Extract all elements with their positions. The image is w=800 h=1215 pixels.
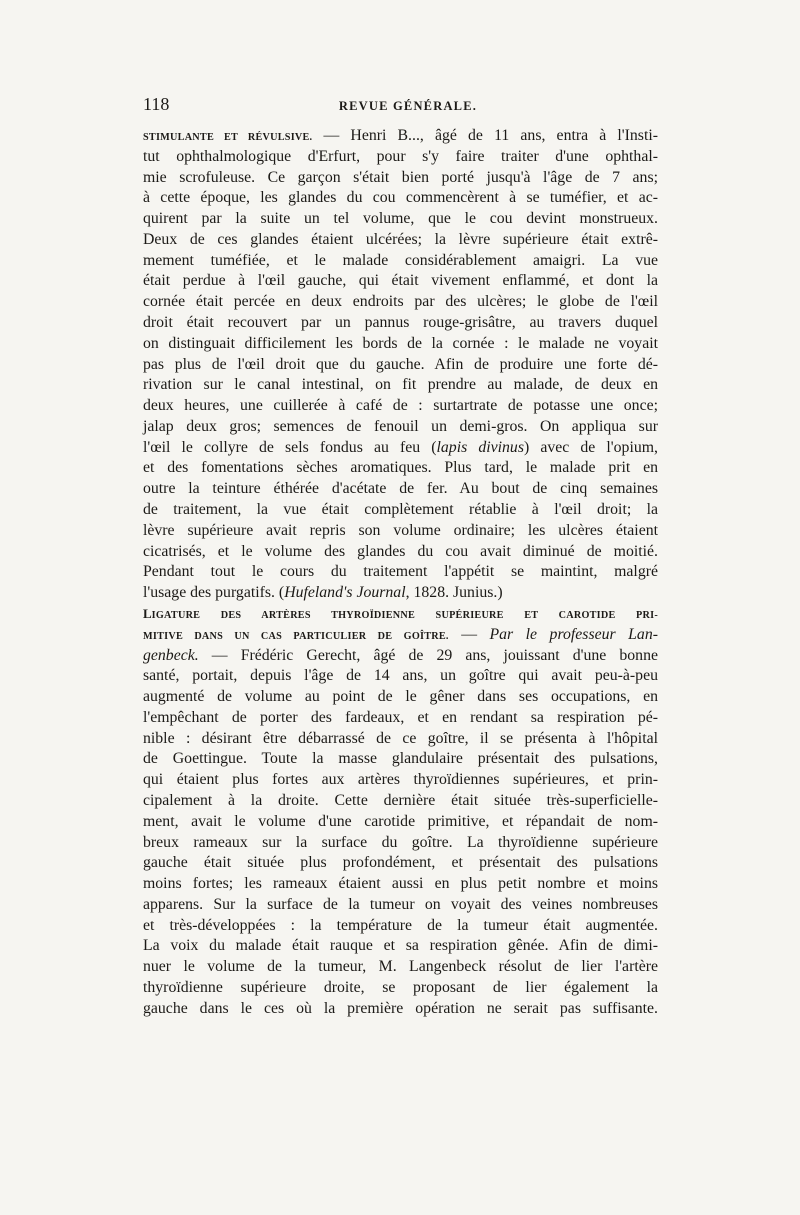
text-line	[143, 438, 658, 459]
body-text: outre la teinture éthérée d'acétate de fer. Au bout de cinq semaines	[143, 480, 658, 498]
text-line	[143, 147, 658, 168]
section-heading-text: STIMULANTE ET RÉVULSIVE.	[143, 132, 313, 143]
text-line	[143, 936, 658, 957]
text-line	[143, 355, 658, 376]
text-line	[143, 978, 658, 999]
text-line	[143, 666, 658, 687]
text-line	[143, 417, 658, 438]
italic-text: genbeck.	[143, 646, 199, 664]
body-text: cipalement à la droite. Cette dernière était située très-superficielle-	[143, 791, 658, 809]
running-head: REVUE GÉNÉRALE.	[338, 99, 478, 113]
text-line	[143, 895, 658, 916]
text-line	[143, 396, 658, 417]
text-line	[143, 209, 658, 230]
body-text: ) avec de l'opium,	[523, 438, 658, 456]
italic-text: Par le professeur Lan-	[489, 625, 658, 643]
body-text: tut ophthalmologique d'Erfurt, pour s'y faire traiter d'une ophthal-	[143, 147, 658, 165]
text-line	[143, 334, 658, 355]
text-line	[143, 313, 658, 334]
text-line	[143, 708, 658, 729]
body-text: mement tuméfiée, et le malade considérablement amaigri. La vue	[143, 251, 658, 269]
section-heading-initial: L	[143, 605, 152, 621]
body-text: qui étaient plus fortes aux artères thyroïdiennes supérieures, et prin-	[143, 771, 658, 789]
section-heading-text: IGATURE DES ARTÈRES THYROÏDIENNE SUPÉRIEURE ET CAROTIDE PRI-	[151, 609, 658, 621]
italic-text: Hufeland's Journal	[284, 584, 406, 602]
text-line	[143, 646, 658, 667]
body-text: cicatrisés, et le volume des glandes du cou avait diminué de moitié.	[143, 542, 658, 560]
text-line	[143, 271, 658, 292]
body-text: breux rameaux sur la surface du goître. La thyroïdienne supérieure	[143, 833, 658, 851]
text-line	[143, 479, 658, 500]
body-text: et très-développées : la température de la tumeur était augmentée.	[143, 916, 658, 934]
text-line	[143, 604, 658, 627]
text-line	[143, 687, 658, 708]
text-line	[143, 251, 658, 272]
italic-text: lapis divinus	[436, 438, 524, 456]
body-text: La voix du malade était rauque et sa respiration gênée. Afin de dimi-	[143, 937, 658, 955]
text-line	[143, 542, 658, 563]
text-line	[143, 188, 658, 209]
text-line	[143, 957, 658, 978]
body-text: Deux de ces glandes étaient ulcérées; la lèvre supérieure était extrê-	[143, 230, 658, 248]
page-number: 118	[143, 94, 170, 114]
text-line	[143, 770, 658, 791]
body-text: thyroïdienne supérieure droite, se proposant de lier également la	[143, 978, 658, 996]
text-line	[143, 853, 658, 874]
body-text: pas plus de l'œil droit que du gauche. Afin de produire une forte dé-	[143, 355, 658, 373]
text-line	[143, 791, 658, 812]
body-text: l'empêchant de porter des fardeaux, et en rendant sa respiration pé-	[143, 708, 658, 726]
body-text: deux heures, une cuillerée à café de : surtartrate de potasse une once;	[143, 397, 658, 415]
text-line	[143, 625, 658, 648]
body-text: augmenté de volume au point de le gêner dans ses occupations, en	[143, 688, 658, 706]
text-line	[143, 583, 658, 604]
body-text: gauche était située plus profondément, et présentait des pulsations	[143, 854, 658, 872]
text-line	[143, 521, 658, 542]
section-heading-text: MITIVE DANS UN CAS PARTICULIER DE GOÎTRE.	[143, 630, 449, 642]
text-line	[143, 812, 658, 833]
body-text: à cette époque, les glandes du cou commencèrent à se tuméfier, et ac-	[143, 189, 658, 207]
body-text: l'usage des purgatifs. (	[143, 584, 285, 602]
body-text: Pendant tout le cours du traitement l'appétit se maintint, malgré	[143, 563, 658, 581]
body-text: droit était recouvert par un pannus rouge-grisâtre, au travers duquel	[143, 314, 658, 332]
body-text: jalap deux gros; semences de fenouil un demi-gros. On appliqua sur	[143, 417, 658, 435]
body-text: , 1828. Junius.)	[405, 584, 503, 602]
text-line	[143, 230, 658, 251]
body-text: gauche dans le ces où la première opération ne serait pas suffisante.	[143, 999, 658, 1017]
body-text: mie scrofuleuse. Ce garçon s'était bien porté jusqu'à l'âge de 7 ans;	[143, 168, 658, 186]
body-text: et des fomentations sèches aromatiques. Plus tard, le malade prit en	[143, 459, 658, 477]
body-text: nible : désirant être débarrassé de ce goître, il se présenta à l'hôpital	[143, 729, 658, 747]
body-text: apparens. Sur la surface de la tumeur on voyait des veines nombreuses	[143, 895, 658, 913]
body-text: — Henri B..., âgé de 11 ans, entra à l'Insti-	[312, 127, 658, 144]
body-text: nuer le volume de la tumeur, M. Langenbeck résolut de lier l'artère	[143, 958, 658, 976]
body-text: —	[448, 625, 490, 643]
body-text: l'œil le collyre de sels fondus au feu (	[143, 438, 437, 456]
text-line	[143, 500, 658, 521]
body-text: quirent par la suite un tel volume, que le cou devint monstrueux.	[143, 210, 658, 228]
body-text: cornée était percée en deux endroits par des ulcères; le globe de l'œil	[143, 293, 658, 311]
text-line	[143, 916, 658, 937]
text-line	[143, 999, 658, 1020]
text-line	[143, 833, 658, 854]
text-line	[143, 458, 658, 479]
body-text: moins fortes; les rameaux étaient aussi en plus petit nombre et moins	[143, 875, 658, 893]
text-line	[143, 562, 658, 583]
body-text: — Frédéric Gerecht, âgé de 29 ans, jouissant d'une bonne	[198, 646, 658, 664]
body-text: lèvre supérieure avait repris son volume ordinaire; les ulcères étaient	[143, 521, 658, 539]
body-text: était perdue à l'œil gauche, qui était vivement enflammé, et dont la	[143, 272, 658, 290]
text-line	[143, 168, 658, 189]
body-text: de Goettingue. Toute la masse glandulaire présentait des pulsations,	[143, 750, 658, 768]
body-text: on distinguait difficilement les bords de la cornée : le malade ne voyait	[143, 334, 658, 352]
body-text: rivation sur le canal intestinal, on fit prendre au malade, de deux en	[143, 376, 658, 394]
body-text: santé, portait, depuis l'âge de 14 ans, un goître qui avait peu-à-peu	[143, 667, 658, 685]
body-text: ment, avait le volume d'une carotide primitive, et répandait de nom-	[143, 812, 658, 830]
text-line	[143, 729, 658, 750]
text-line	[143, 126, 658, 149]
text-line	[143, 749, 658, 770]
body-text: de traitement, la vue était complètement rétablie à l'œil droit; la	[143, 501, 658, 519]
text-line	[143, 292, 658, 313]
text-line	[143, 375, 658, 396]
body-text-block	[143, 126, 658, 1026]
text-line	[143, 874, 658, 895]
